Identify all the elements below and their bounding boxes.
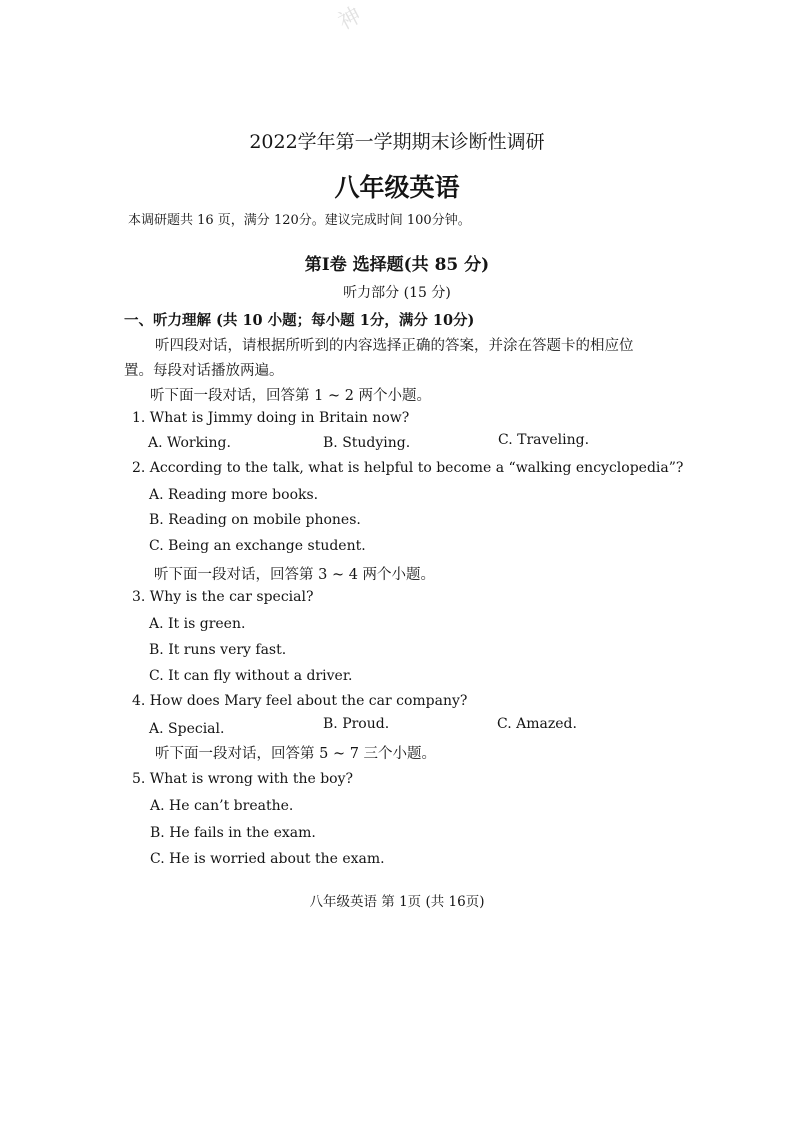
question-5: 5. What is wrong with the boy? (132, 771, 354, 787)
dialogue-instruction: 听下面一段对话，回答第 5 ~ 7 三个小题。 (155, 746, 437, 762)
section-heading: 一、听力理解 (共 10 小题；每小题 1分，满分 10分) (124, 312, 475, 329)
instruction-line-2: 置。每段对话播放两遍。 (124, 363, 284, 379)
question-4: 4. How does Mary feel about the car company? (132, 693, 468, 709)
option-3c: C. It can fly without a driver. (149, 668, 353, 684)
option-5a: A. He can’t breathe. (150, 798, 294, 814)
option-4a: A. Special. (149, 721, 225, 737)
dialogue-instruction: 听下面一段对话，回答第 1 ~ 2 两个小题。 (150, 388, 432, 404)
option-1a: A. Working. (148, 435, 231, 451)
option-1b: B. Studying. (323, 435, 411, 451)
instruction-line-1: 听四段对话，请根据所听到的内容选择正确的答案，并涂在答题卡的相应位 (155, 338, 634, 354)
dialogue-instruction: 听下面一段对话，回答第 3 ~ 4 两个小题。 (154, 567, 436, 583)
option-5b: B. He fails in the exam. (150, 825, 316, 841)
question-1: 1. What is Jimmy doing in Britain now? (132, 410, 410, 426)
option-4c: C. Amazed. (497, 716, 577, 732)
document-subtitle: 八年级英语 (334, 173, 460, 202)
option-2b: B. Reading on mobile phones. (149, 512, 361, 528)
option-1c: C. Traveling. (498, 432, 590, 448)
section-title: 第Ⅰ卷 选择题(共 85 分) (304, 255, 490, 275)
exam-info: 本调研题共 16 页，满分 120分。建议完成时间 100分钟。 (128, 213, 471, 228)
option-5c: C. He is worried about the exam. (150, 851, 385, 867)
part-title: 听力部分 (15 分) (343, 285, 451, 301)
watermark: 神 (334, 3, 366, 36)
option-2c: C. Being an exchange student. (149, 538, 366, 554)
question-3: 3. Why is the car special? (132, 589, 314, 605)
option-2a: A. Reading more books. (149, 487, 319, 503)
document-title: 2022学年第一学期期末诊断性调研 (249, 131, 545, 153)
question-2: 2. According to the talk, what is helpful to become a “walking encyclopedia”? (132, 460, 684, 476)
page-footer: 八年级英语 第 1页 (共 16页) (309, 894, 485, 910)
option-3a: A. It is green. (149, 616, 246, 632)
option-4b: B. Proud. (323, 716, 390, 732)
option-3b: B. It runs very fast. (149, 642, 287, 658)
